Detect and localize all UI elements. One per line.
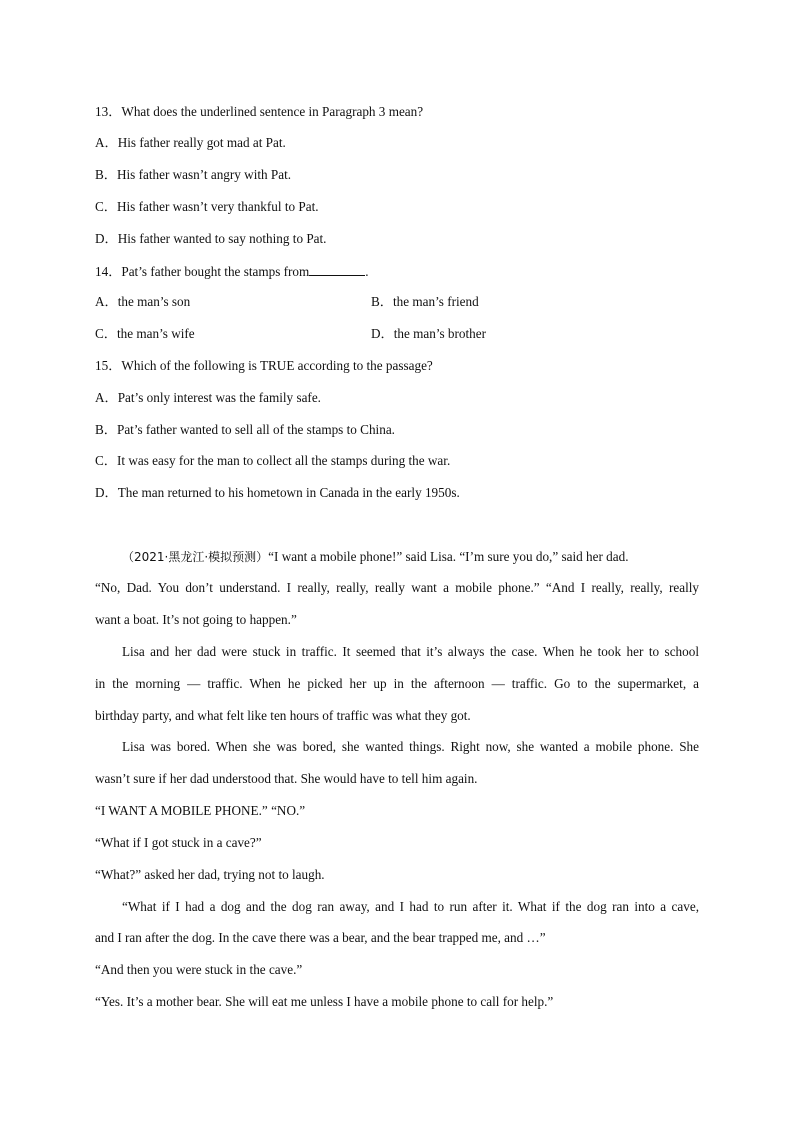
passage-line-9: “I WANT A MOBILE PHONE.” “NO.” bbox=[95, 803, 306, 818]
question-15-option-d: D．The man returned to his hometown in Canada in the early 1950s. bbox=[95, 485, 460, 500]
question-13-option-d: D．His father wanted to say nothing to Pat. bbox=[95, 231, 327, 246]
question-14-option-a: A．the man’s son bbox=[95, 294, 191, 309]
answer-blank bbox=[309, 263, 365, 276]
passage-line-1-text: “I want a mobile phone!” said Lisa. “I’m sure you do,” said her dad. bbox=[268, 549, 629, 564]
passage-source: （2021·黑龙江·模拟预测） bbox=[122, 550, 269, 564]
question-13-option-a: A．His father really got mad at Pat. bbox=[95, 135, 286, 150]
question-14-option-d: D．the man’s brother bbox=[371, 326, 486, 341]
question-13-stem: 13．What does the underlined sentence in Paragraph 3 mean? bbox=[95, 104, 424, 119]
passage-line-2: “No, Dad. You don’t understand. I really, really, really want a mobile phone.” “And I really, really, really bbox=[95, 580, 699, 595]
passage-line-3: want a boat. It’s not going to happen.” bbox=[95, 612, 297, 627]
question-14-stem bbox=[95, 263, 369, 280]
passage-line-11: “What?” asked her dad, trying not to laugh. bbox=[95, 867, 325, 882]
passage-line-10: “What if I got stuck in a cave?” bbox=[95, 835, 262, 850]
passage-line-1 bbox=[122, 549, 629, 565]
question-15-stem: 15．Which of the following is TRUE according to the passage? bbox=[95, 358, 433, 373]
passage-line-15: “Yes. It’s a mother bear. She will eat me unless I have a mobile phone to call for help.” bbox=[95, 994, 554, 1009]
question-13-option-b: B．His father wasn’t angry with Pat. bbox=[95, 167, 292, 182]
passage-line-8: wasn’t sure if her dad understood that. She would have to tell him again. bbox=[95, 771, 478, 786]
question-15-option-b: B．Pat’s father wanted to sell all of the stamps to China. bbox=[95, 422, 395, 437]
question-15-option-a: A．Pat’s only interest was the family safe. bbox=[95, 390, 321, 405]
passage-line-6: birthday party, and what felt like ten hours of traffic was what they got. bbox=[95, 708, 471, 723]
passage-line-7: Lisa was bored. When she was bored, she wanted things. Right now, she wanted a mobile phone. She bbox=[122, 739, 699, 754]
question-14-option-c: C．the man’s wife bbox=[95, 326, 195, 341]
question-13-option-c: C．His father wasn’t very thankful to Pat. bbox=[95, 199, 319, 214]
passage-line-13: and I ran after the dog. In the cave there was a bear, and the bear trapped me, and …” bbox=[95, 930, 546, 945]
question-15-option-c: C．It was easy for the man to collect all the stamps during the war. bbox=[95, 453, 451, 468]
question-14-stem-text: 14．Pat’s father bought the stamps from bbox=[95, 264, 310, 279]
passage-line-5: in the morning — traffic. When he picked her up in the afternoon — traffic. Go to the supermarket, a bbox=[95, 676, 699, 691]
question-14-stem-end: . bbox=[365, 264, 369, 279]
question-14-option-b: B．the man’s friend bbox=[371, 294, 479, 309]
passage-line-12: “What if I had a dog and the dog ran away, and I had to run after it. What if the dog ran into a cave, bbox=[122, 899, 699, 914]
passage-line-4: Lisa and her dad were stuck in traffic. It seemed that it’s always the case. When he took her to school bbox=[122, 644, 699, 659]
passage-line-14: “And then you were stuck in the cave.” bbox=[95, 962, 303, 977]
